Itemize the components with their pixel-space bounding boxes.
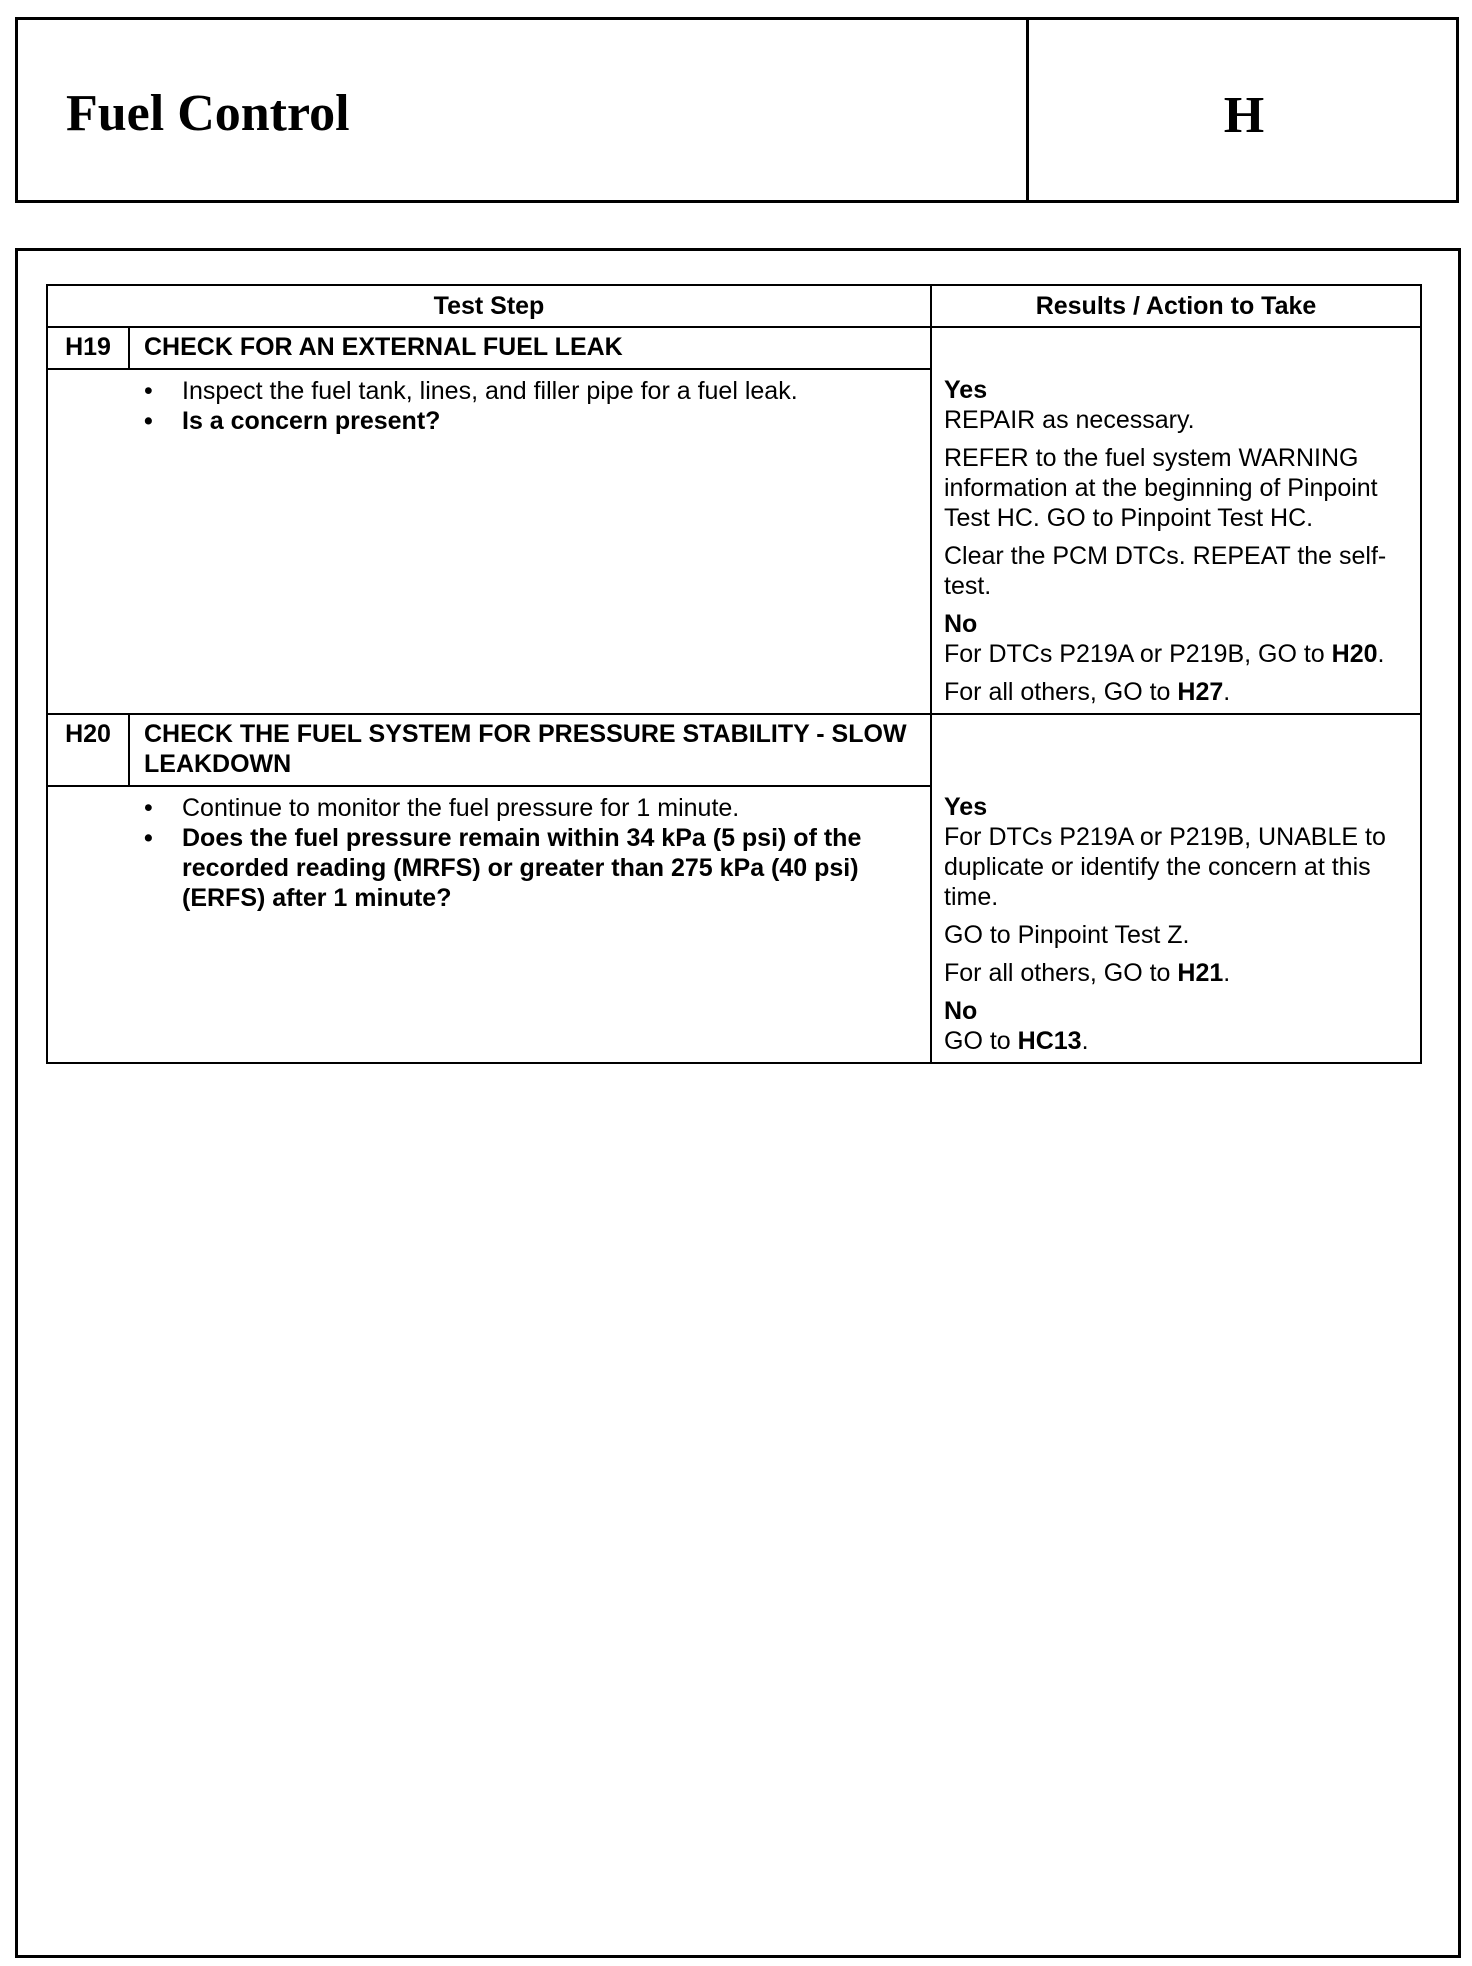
step-title: CHECK FOR AN EXTERNAL FUEL LEAK [129, 327, 931, 369]
result-text: REFER to the fuel system WARNING information at the beginning of Pinpoint Test HC. GO to Pinpoint Test HC. [944, 444, 1378, 532]
instruction-item: • Continue to monitor the fuel pressure for 1 minute. [138, 793, 920, 823]
yes-label: Yes [944, 793, 988, 821]
step-reference: H20 [1331, 640, 1378, 668]
step-title: CHECK THE FUEL SYSTEM FOR PRESSURE STABILITY - SLOW LEAKDOWN [129, 714, 931, 786]
step-id: H19 [47, 327, 129, 369]
page-header [15, 17, 1459, 203]
col-test-step: Test Step [47, 285, 931, 327]
no-label: No [944, 610, 978, 638]
result-text: Clear the PCM DTCs. REPEAT the self-test. [944, 542, 1387, 600]
results-spacer [931, 714, 1421, 786]
step-id: H20 [47, 714, 129, 786]
step-title-row [47, 327, 1421, 369]
step-title-row [47, 714, 1421, 786]
result-text-part: For all others, GO to [944, 959, 1171, 987]
instruction-question: • Does the fuel pressure remain within 34 kPa (5 psi) of the recorded reading (MRFS) or greater than 275 kPa (40 psi) (ERFS) after 1 minute? [138, 823, 920, 913]
result-text: For DTCs P219A or P219B, UNABLE to duplicate or identify the concern at this time. [944, 823, 1386, 911]
section-letter: H [1223, 87, 1265, 144]
step-instructions [47, 369, 931, 714]
table-header-row [47, 285, 1421, 327]
yes-label: Yes [944, 376, 988, 404]
result-text-part: For DTCs P219A or P219B, GO to [944, 640, 1325, 668]
instruction-question: • Is a concern present? [138, 406, 920, 436]
step-instructions [47, 786, 931, 1063]
result-text: For all others, GO to H21. [944, 959, 1231, 987]
result-text: GO to Pinpoint Test Z. [944, 921, 1190, 949]
test-step-table [46, 284, 1422, 1064]
step-reference: H27 [1177, 678, 1224, 706]
result-text-part: For all others, GO to [944, 678, 1171, 706]
step-reference: HC13 [1017, 1027, 1082, 1055]
no-label: No [944, 997, 978, 1025]
step-reference: H21 [1177, 959, 1224, 987]
col-results: Results / Action to Take [931, 285, 1421, 327]
result-text-part: GO to [944, 1027, 1011, 1055]
result-text: For all others, GO to H27. [944, 678, 1231, 706]
result-text: For DTCs P219A or P219B, GO to H20. [944, 640, 1385, 668]
page-title: Fuel Control [66, 85, 350, 142]
step-body-row [47, 786, 1421, 1063]
result-text: GO to HC13. [944, 1027, 1089, 1055]
step-results [931, 369, 1421, 714]
results-spacer [931, 327, 1421, 369]
instruction-item: • Inspect the fuel tank, lines, and filler pipe for a fuel leak. [138, 376, 920, 406]
result-text: REPAIR as necessary. [944, 406, 1195, 434]
step-body-row [47, 369, 1421, 714]
step-results [931, 786, 1421, 1063]
